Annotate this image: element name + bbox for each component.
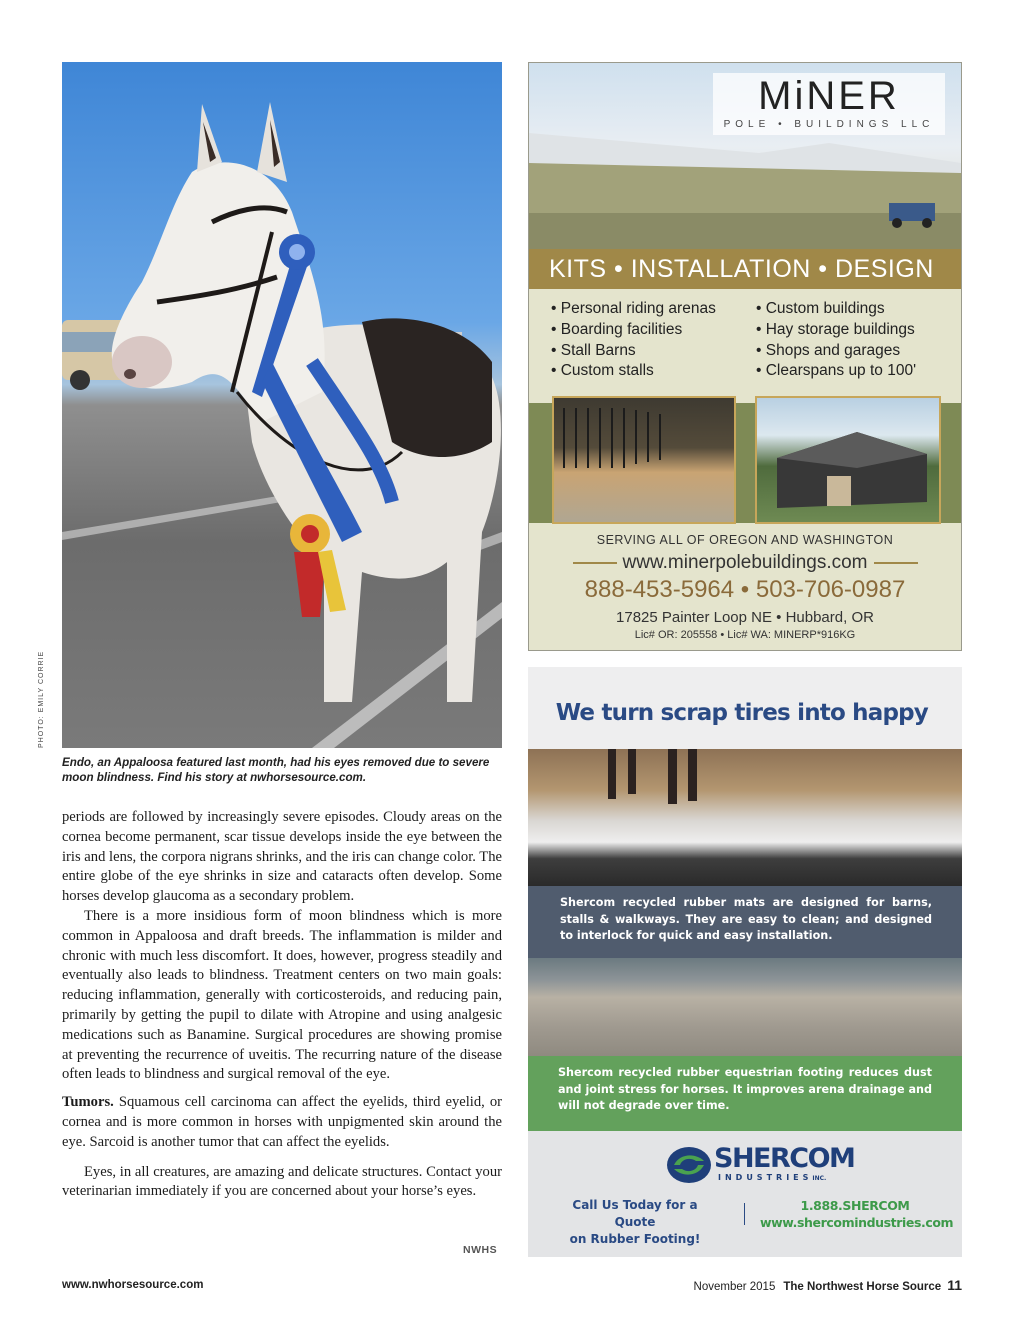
list-item: • Personal riding arenas xyxy=(551,299,716,320)
tumors-text: Squamous cell carcinoma can affect the eyelids, third eyelid, or cornea and is more common in horses with unpigmented skin around the eye. Sarcoid is another tumor that can affect the eyelids. xyxy=(62,1094,502,1150)
miner-services-right xyxy=(756,299,916,382)
article-paragraph: Eyes, in all creatures, are amazing and delicate structures. Contact your veterinarian immediately if you are concerned about your horse’s eyes. xyxy=(62,1163,502,1200)
tumors-heading: Tumors. xyxy=(62,1094,114,1111)
shercom-call-to-action xyxy=(550,1197,720,1248)
miner-license: Lic# OR: 205558 • Lic# WA: MINERP*916KG xyxy=(634,629,856,641)
shercom-logo-inc: INC. xyxy=(812,1175,827,1182)
stall-photo xyxy=(552,396,736,524)
arena-footing-photo xyxy=(528,958,962,1056)
tumors-paragraph xyxy=(62,1093,502,1152)
shercom-logo-sub xyxy=(718,1173,826,1182)
page-number: 11 xyxy=(947,1277,962,1293)
horse-illustration xyxy=(62,62,502,748)
stall-illustration xyxy=(554,398,736,524)
shercom-logo-industries: INDUSTRIES xyxy=(718,1173,813,1182)
footer-date: November 2015 xyxy=(693,1281,776,1293)
call-line-2: on Rubber Footing! xyxy=(569,1232,701,1246)
article-paragraph: There is a more insidious form of moon blindness which is more common in Appaloosa and draft breeds. The inflammation is milder and chronic with much less discomfort. It does, however, progress steadily and eventually also leads to blindness. Treatment centers on two main goals: reducing inflammation, generally with corticosteroids, and reducing pain, primarily by getting the pupil to dilate with Atropine and using analgesic medications such as Banamine. Surgical procedures are showing promise at preventing the recurrence of uveitis. The recurring nature of the disease often leads to blindness and surgical removal of the eye. xyxy=(62,907,502,1083)
stall-mats-photo xyxy=(528,749,962,886)
miner-logo xyxy=(713,73,945,135)
divider-rule xyxy=(874,562,918,564)
shercom-logo-word: SHERCOM xyxy=(714,1143,855,1174)
miner-building-photo xyxy=(529,63,961,249)
small-barn-illustration xyxy=(757,398,941,524)
miner-url[interactable]: www.minerpolebuildings.com xyxy=(622,552,868,573)
miner-ad xyxy=(528,62,962,651)
shercom-phone[interactable]: 1.888.SHERCOM xyxy=(800,1198,910,1213)
barn-photo xyxy=(755,396,941,524)
shercom-logo-icon xyxy=(666,1145,712,1185)
shercom-url[interactable]: www.shercomindustries.com xyxy=(760,1215,954,1230)
list-item: • Stall Barns xyxy=(551,341,716,362)
list-item: • Hay storage buildings xyxy=(756,320,916,341)
shercom-ad xyxy=(528,667,962,1257)
list-item: • Custom buildings xyxy=(756,299,916,320)
photo-credit: PHOTO: EMILY CORRIE xyxy=(38,650,45,748)
shercom-logo xyxy=(666,1143,855,1187)
list-item: • Shops and garages xyxy=(756,341,916,362)
article-body xyxy=(62,808,502,1202)
divider-rule xyxy=(573,562,617,564)
miner-address: 17825 Painter Loop NE • Hubbard, OR xyxy=(616,609,874,626)
shercom-contact xyxy=(760,1197,954,1231)
call-line-1: Call Us Today for a Quote xyxy=(572,1198,698,1229)
miner-logo-main: MiNER xyxy=(758,74,900,118)
footer-publication: The Northwest Horse Source xyxy=(783,1281,942,1293)
footer-website[interactable]: www.nwhorsesource.com xyxy=(62,1279,204,1291)
miner-url-line xyxy=(529,552,961,574)
photo-caption: Endo, an Appaloosa featured last month, had his eyes removed due to severe moon blindness. Find his story at nwhorsesource.com. xyxy=(62,756,490,784)
footer-info xyxy=(694,1277,962,1293)
shercom-footing-text: Shercom recycled rubber equestrian footing reduces dust and joint stress for horses. It improves arena drainage and will not degrade over time. xyxy=(528,1056,962,1131)
author-signature: NWHS xyxy=(463,1244,498,1256)
list-item: • Custom stalls xyxy=(551,361,716,382)
miner-logo-sub: POLE • BUILDINGS LLC xyxy=(723,119,935,130)
list-item: • Clearspans up to 100' xyxy=(756,361,916,382)
shercom-headline: We turn scrap tires into happy xyxy=(528,667,962,749)
horse-legs-illustration xyxy=(528,749,962,886)
horse-photo xyxy=(62,62,502,748)
miner-services-left xyxy=(551,299,716,382)
shercom-mats-text: Shercom recycled rubber mats are designed for barns, stalls & walkways. They are easy to clean; and designed to interlock for quick and easy installation. xyxy=(528,886,962,958)
list-item: • Boarding facilities xyxy=(551,320,716,341)
miner-banner: KITS • INSTALLATION • DESIGN xyxy=(529,249,961,289)
article-paragraph: periods are followed by increasingly severe episodes. Cloudy areas on the cornea become permanent, scar tissue develops inside the eye between the iris and lens, the corpora nigrans shrinks, and the iris can change color. The entire globe of the eye shrinks in size and cataracts often develop. Some horses develop glaucoma as a secondary problem. xyxy=(62,809,502,905)
contact-divider xyxy=(744,1203,745,1225)
miner-serving-area: SERVING ALL OF OREGON AND WASHINGTON xyxy=(596,533,894,547)
miner-phone-numbers: 888-453-5964 • 503-706-0987 xyxy=(584,576,906,603)
